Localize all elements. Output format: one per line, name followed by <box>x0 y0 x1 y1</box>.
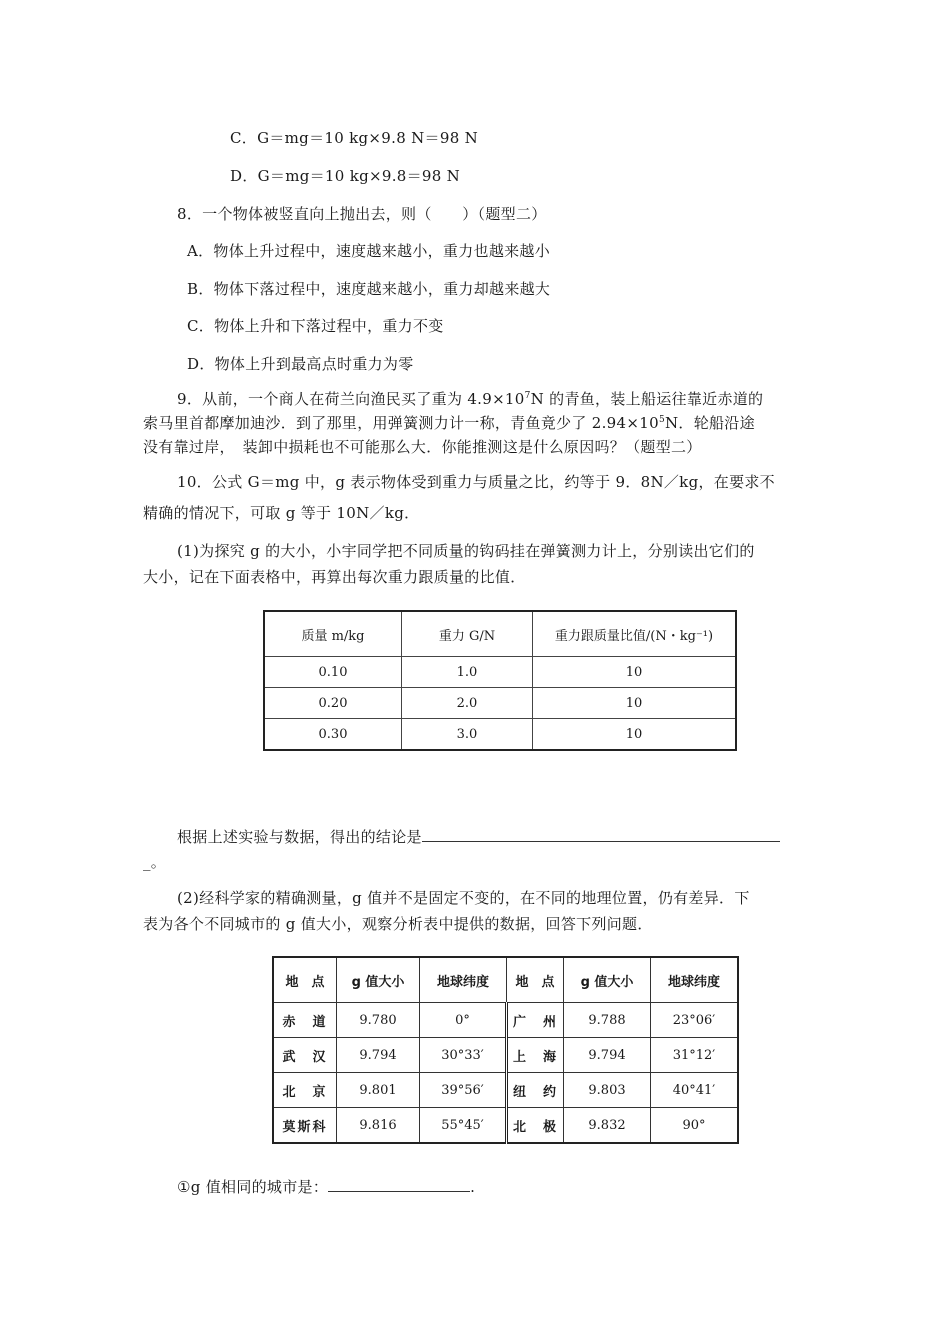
q7-option-c: C．G＝mg＝10 kg×9.8 N＝98 N <box>230 129 479 147</box>
cell: 90° <box>651 1108 739 1144</box>
cell-city: 北 极 <box>507 1108 564 1144</box>
q8-option-c: C．物体上升和下落过程中，重力不变 <box>187 317 444 335</box>
table-row <box>264 657 736 688</box>
q9-line-1a: 9．从前，一个商人在荷兰向渔民买了重为 4.9×10 <box>177 390 525 408</box>
table-row <box>264 719 736 751</box>
cell: 9.794 <box>337 1038 420 1073</box>
q8-option-d: D．物体上升到最高点时重力为零 <box>187 355 414 373</box>
cell: 10 <box>533 657 737 688</box>
q10-part2-line-2: 表为各个不同城市的 g 值大小，观察分析表中提供的数据，回答下列问题． <box>143 915 653 933</box>
table-row <box>273 1003 738 1038</box>
q10-line-1: 10．公式 G＝mg 中，g 表示物体受到重力与质量之比，约等于 9．8N／kg，在要求不 <box>177 473 775 491</box>
header-ratio: 重力跟质量比值/(N・kg⁻¹) <box>533 611 737 657</box>
cell-city: 北 京 <box>273 1073 337 1108</box>
conclusion-blank[interactable] <box>422 827 780 842</box>
cell: 31°12′ <box>651 1038 739 1073</box>
table-row <box>273 1108 738 1144</box>
header-location-2: 地 点 <box>507 957 564 1003</box>
cell-city: 上 海 <box>507 1038 564 1073</box>
conclusion-prompt <box>177 826 780 847</box>
cell-city: 莫斯科 <box>273 1108 337 1144</box>
sub-question-1 <box>177 1176 475 1197</box>
table-header-row <box>273 957 738 1003</box>
conclusion-end: _。 <box>143 853 167 871</box>
q8-option-b: B．物体下落过程中，速度越来越小，重力却越来越大 <box>187 280 551 298</box>
cell: 40°41′ <box>651 1073 739 1108</box>
conclusion-label: 根据上述实验与数据，得出的结论是 <box>177 828 422 846</box>
cell: 9.803 <box>564 1073 651 1108</box>
header-latitude-2: 地球纬度 <box>651 957 739 1003</box>
sub-question-1-label: ①g 值相同的城市是： <box>177 1178 329 1196</box>
cell: 55°45′ <box>420 1108 507 1144</box>
experiment-table <box>263 610 737 751</box>
cell: 9.780 <box>337 1003 420 1038</box>
cell: 9.794 <box>564 1038 651 1073</box>
cell-city: 纽 约 <box>507 1073 564 1108</box>
header-mass: 质量 m/kg <box>264 611 402 657</box>
table-header-row <box>264 611 736 657</box>
g-value-table <box>272 956 739 1144</box>
q9-line-2b: N．轮船沿途 <box>664 414 755 432</box>
q10-line-2: 精确的情况下，可取 g 等于 10N／kg． <box>143 504 420 522</box>
q9-exp-1: 7 <box>524 391 531 401</box>
q9-exp-2: 5 <box>658 415 665 425</box>
cell: 9.832 <box>564 1108 651 1144</box>
cell-city: 武 汉 <box>273 1038 337 1073</box>
table-row <box>264 688 736 719</box>
header-g-value-2: g 值大小 <box>564 957 651 1003</box>
q8-option-a: A．物体上升过程中，速度越来越小，重力也越来越小 <box>187 242 551 260</box>
cell: 0° <box>420 1003 507 1038</box>
q8-stem: 8．一个物体被竖直向上抛出去，则（ ）（题型二） <box>177 205 547 223</box>
q9-line-1b: N 的青鱼，装上船运往靠近赤道的 <box>530 390 764 408</box>
q9-line-2a: 索马里首都摩加迪沙．到了那里，用弹簧测力计一称，青鱼竟少了 2.94×10 <box>143 414 659 432</box>
cell-city: 广 州 <box>507 1003 564 1038</box>
cell-city: 赤 道 <box>273 1003 337 1038</box>
cell: 0.20 <box>264 688 402 719</box>
cell: 9.816 <box>337 1108 420 1144</box>
cell: 23°06′ <box>651 1003 739 1038</box>
q9-line-1 <box>177 388 763 409</box>
table-row <box>273 1038 738 1073</box>
cell: 39°56′ <box>420 1073 507 1108</box>
header-latitude: 地球纬度 <box>420 957 507 1003</box>
cell: 0.10 <box>264 657 402 688</box>
header-g-value: g 值大小 <box>337 957 420 1003</box>
cell: 1.0 <box>402 657 533 688</box>
cell: 9.801 <box>337 1073 420 1108</box>
cell: 0.30 <box>264 719 402 751</box>
cell: 10 <box>533 688 737 719</box>
sub-question-1-end: . <box>470 1178 476 1196</box>
cell: 9.788 <box>564 1003 651 1038</box>
header-gravity: 重力 G/N <box>402 611 533 657</box>
q9-line-3: 没有靠过岸， 装卸中损耗也不可能那么大．你能推测这是什么原因吗？（题型二） <box>143 438 702 456</box>
cell: 3.0 <box>402 719 533 751</box>
q10-part1-line-2: 大小，记在下面表格中，再算出每次重力跟质量的比值． <box>143 568 526 586</box>
cell: 10 <box>533 719 737 751</box>
table-row <box>273 1073 738 1108</box>
q9-line-2 <box>143 412 755 433</box>
cell: 30°33′ <box>420 1038 507 1073</box>
cell: 2.0 <box>402 688 533 719</box>
sub-question-1-blank[interactable] <box>328 1177 470 1192</box>
q7-option-d: D．G＝mg＝10 kg×9.8＝98 N <box>230 167 461 185</box>
q10-part1-line-1: (1)为探究 g 的大小，小宇同学把不同质量的钩码挂在弹簧测力计上，分别读出它们的 <box>177 542 755 560</box>
q10-part2-line-1: (2)经科学家的精确测量，g 值并不是固定不变的，在不同的地理位置，仍有差异．下 <box>177 889 750 907</box>
header-location: 地 点 <box>273 957 337 1003</box>
